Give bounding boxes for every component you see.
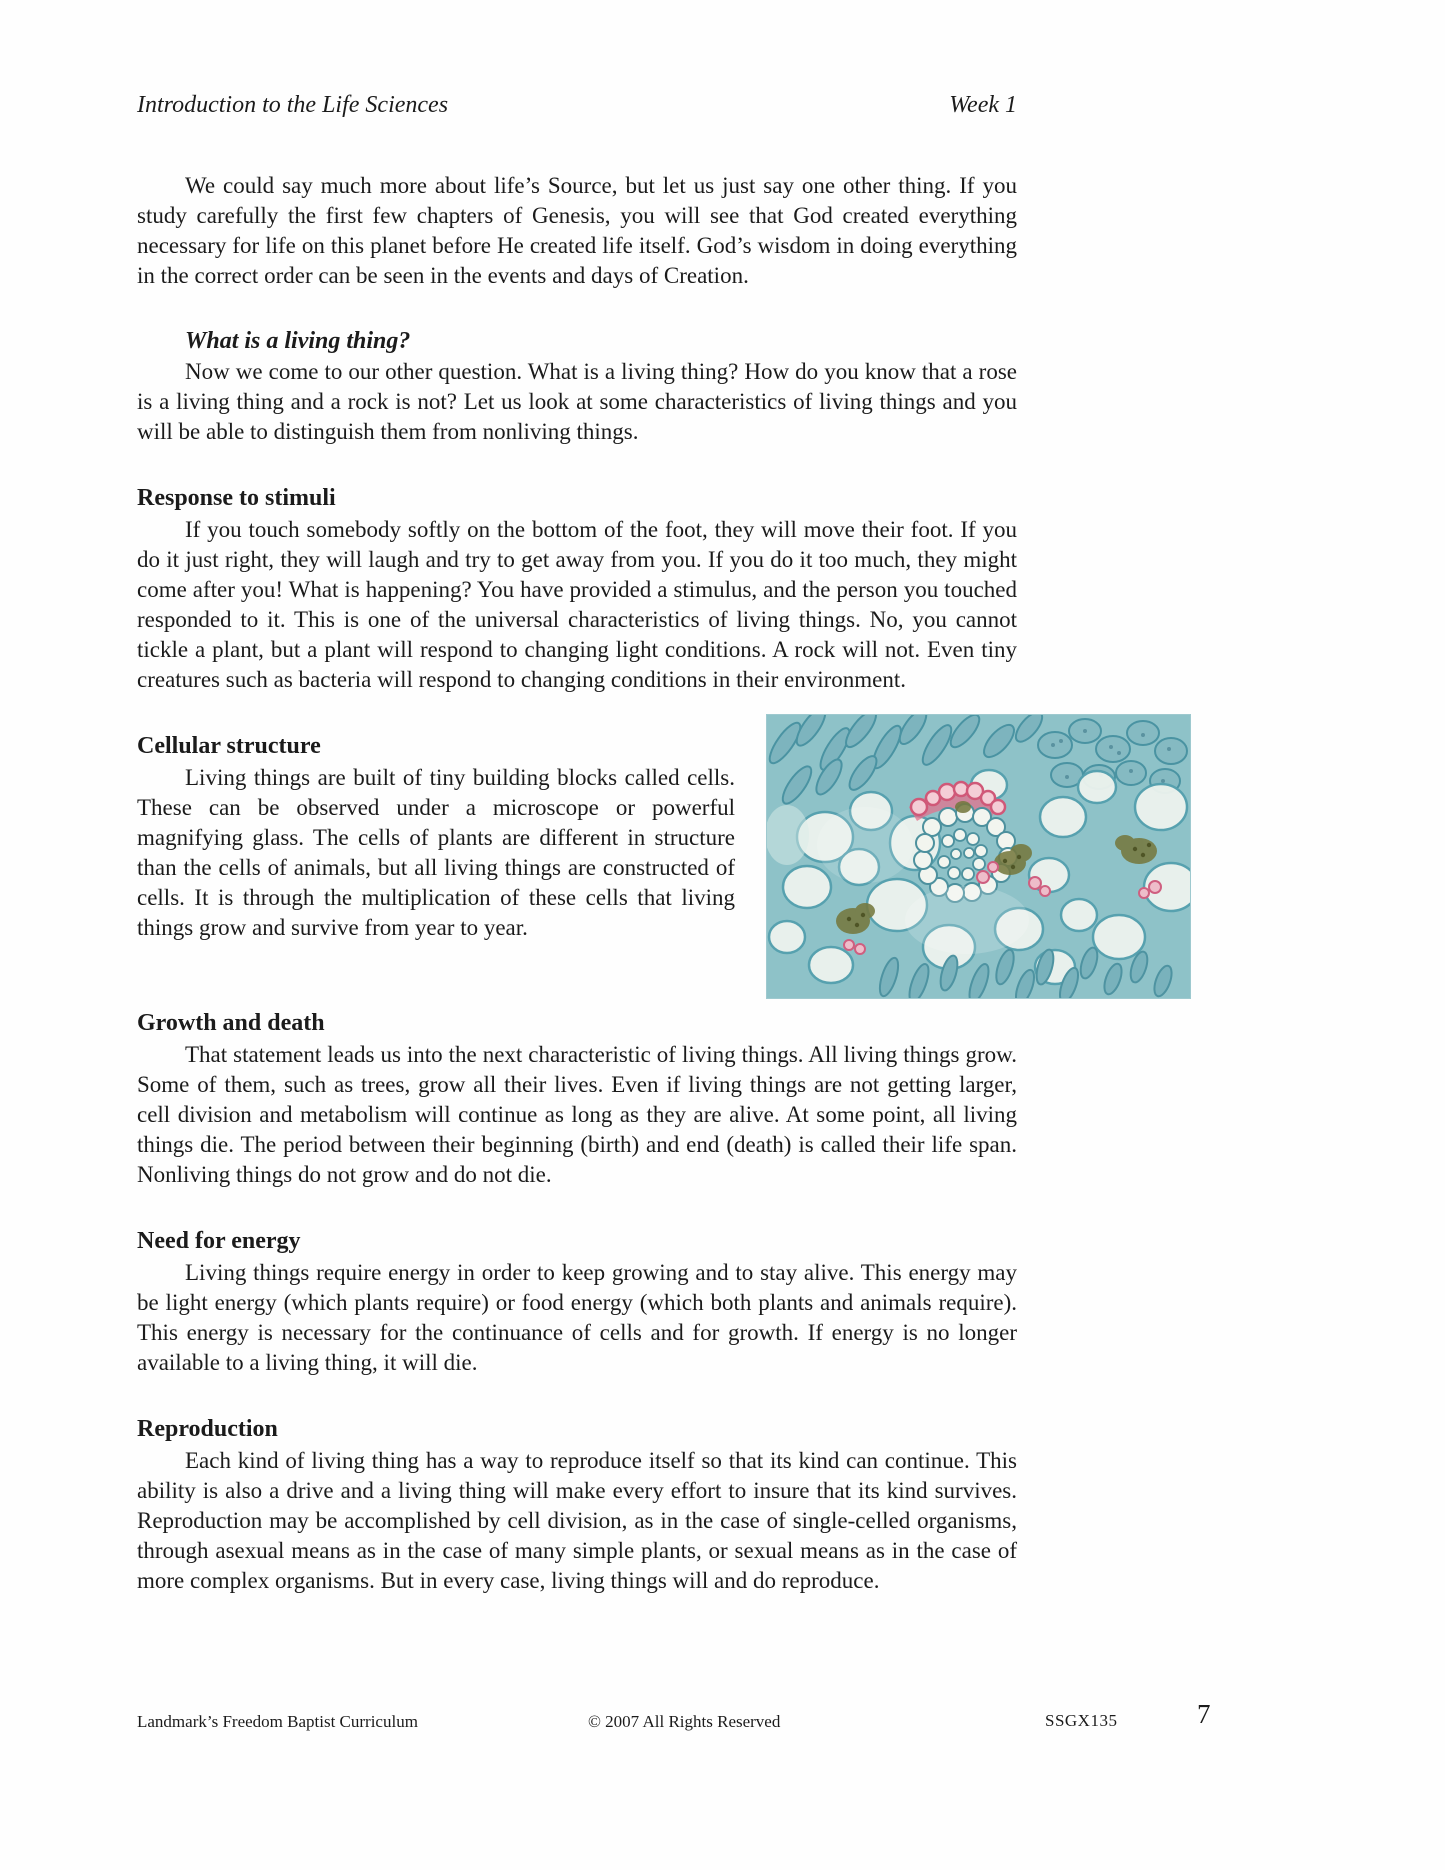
footer-course-code: SSGX135	[1045, 1711, 1118, 1730]
section-paragraph: Living things require energy in order to keep growing and to stay alive. This energy may be light energy (which plants require) or food energy (which both plants and animals require). This energy is necessary for the continuance of cells and for growth. If energy is no longer available to a living thing, it will die.	[137, 1260, 1017, 1375]
section-reproduction	[137, 1416, 1017, 1596]
section-need-for-energy	[137, 1228, 1017, 1378]
footer-page-number: 7	[1197, 1699, 1211, 1729]
micrograph-illustration	[767, 715, 1190, 998]
page-content	[137, 92, 1017, 1596]
plant-cells-micrograph	[767, 715, 1190, 998]
section-heading: Reproduction	[137, 1416, 278, 1442]
running-header	[137, 92, 1017, 119]
section-heading: Cellular structure	[137, 733, 321, 759]
section-cellular-structure	[137, 733, 1017, 943]
question-heading: What is a living thing?	[185, 328, 411, 354]
intro-paragraph: We could say much more about life’s Source, but let us just say one other thing. If you study carefully the first few chapters of Genesis, you will see that God created everything necessary for life on this planet before He created life itself. God’s wisdom in doing everything in the correct order can be seen in the events and days of Creation.	[137, 173, 1017, 288]
header-week-label: Week 1	[949, 92, 1017, 118]
section-heading: Growth and death	[137, 1010, 325, 1036]
header-course-title: Introduction to the Life Sciences	[137, 92, 449, 118]
question-paragraph: Now we come to our other question. What is a living thing? How do you know that a rose is a living thing and a rock is not? Let us look at some characteristics of living things and you will be able to distinguish them from nonliving things.	[137, 359, 1017, 444]
footer-copyright: © 2007 All Rights Reserved	[588, 1712, 781, 1731]
section-growth-and-death	[137, 1010, 1017, 1190]
footer-publisher: Landmark’s Freedom Baptist Curriculum	[137, 1712, 418, 1731]
section-response-to-stimuli	[137, 485, 1017, 695]
section-paragraph: Each kind of living thing has a way to reproduce itself so that its kind can continue. This ability is also a drive and a living thing will make every effort to insure that its kind survives. Reproduction may be accomplished by cell division, as in the case of single-celled organisms, through asexual means as in the case of many simple plants, or sexual means as in the case of more complex organisms. But in every case, living things will and do reproduce.	[137, 1448, 1017, 1593]
section-heading: Response to stimuli	[137, 485, 336, 511]
section-paragraph: If you touch somebody softly on the bottom of the foot, they will move their foot. If you do it just right, they will laugh and try to get away from you. If you do it too much, they might come after you! What is happening? You have provided a stimulus, and the person you touched responded to it. This is one of the universal characteristics of living things. No, you cannot tickle a plant, but a plant will respond to changing light conditions. A rock will not. Even tiny creatures such as bacteria will respond to changing conditions in their environment.	[137, 517, 1017, 692]
section-paragraph: That statement leads us into the next characteristic of living things. All living things grow. Some of them, such as trees, grow all their lives. Even if living things are not getting larger, cell division and metabolism will continue as long as they are alive. At some point, all living things die. The period between their beginning (birth) and end (death) is called their life span. Nonliving things do not grow and do not die.	[137, 1042, 1017, 1187]
section-paragraph: Living things are built of tiny building blocks called cells. These can be observed under a microscope or powerful magnifying glass. The cells of plants are different in structure than the cells of animals, but all living things are constructed of cells. It is through the multiplication of these cells that living things grow and survive from year to year.	[137, 765, 735, 940]
section-heading: Need for energy	[137, 1228, 301, 1254]
